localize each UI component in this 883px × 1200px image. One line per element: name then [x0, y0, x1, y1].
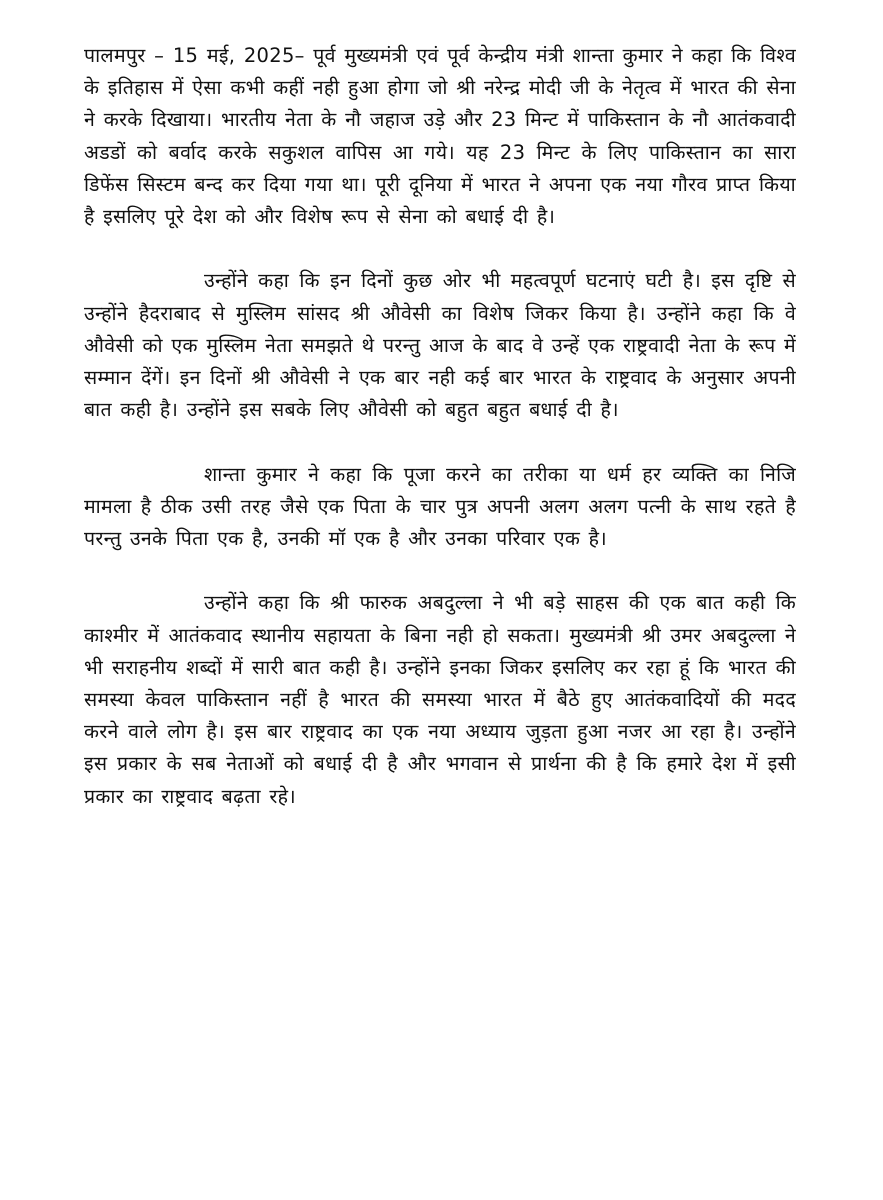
- paragraph-4: उन्होंने कहा कि श्री फारुक अबदुल्ला ने भी बड़े साहस की एक बात कही कि काश्मीर में आतंकवाद स्थानीय सहायता के बिना नही हो सकता। मुख्यमंत्री श्री उमर अबदुल्ला ने भी सराहनीय शब्दों में सारी बात कही है। उन्होंने इनका जिकर इसलिए कर रहा हूं कि भारत की समस्या केवल पाकिस्तान नहीं है भारत की समस्या भारत में बैठे हुए आतंकवादियों की मदद करने वाले लोग है। इस बार राष्ट्रवाद का एक नया अध्याय जुड़ता हुआ नजर आ रहा है। उन्होंने इस प्रकार के सब नेताओं को बधाई दी है और भगवान से प्रार्थना की है कि हमारे देश में इसी प्रकार का राष्ट्रवाद बढ़ता रहे।: [84, 591, 796, 808]
- paragraph-gap: [84, 426, 796, 458]
- paragraph-3: शान्ता कुमार ने कहा कि पूजा करने का तरीका या धर्म हर व्यक्ति का निजि मामला है ठीक उसी तरह जैसे एक पिता के चार पुत्र अपनी अलग अलग पत्नी के साथ रहते है परन्तु उनके पिता एक है, उनकी मॉ एक है और उनका परिवार एक है।: [84, 462, 796, 551]
- paragraph-1: पालमपुर – 15 मई, 2025– पूर्व मुख्यमंत्री एवं पूर्व केन्द्रीय मंत्री शान्ता कुमार ने कहा कि विश्व के इतिहास में ऐसा कभी कहीं नही हुआ होगा जो श्री नरेन्द्र मोदी जी के नेतृत्व में भारत की सेना ने करके दिखाया। भारतीय नेता के नौ जहाज उड़े और 23 मिन्ट में पाकिस्तान के नौ आतंकवादी अडडों को बर्वाद करके सकुशल वापिस आ गये। यह 23 मिन्ट के लिए पाकिस्तान का सारा डिफेंस सिस्टम बन्द कर दिया गया था। पूरी दूनिया में भारत ने अपना एक नया गौरव प्राप्त किया है इसलिए पूरे देश को और विशेष रूप से सेना को बधाई दी है।: [84, 44, 796, 229]
- press-release-body: [84, 40, 796, 813]
- paragraph-gap: [84, 555, 796, 587]
- paragraph-gap: [84, 233, 796, 265]
- paragraph-2: उन्होंने कहा कि इन दिनों कुछ ओर भी महत्वपूर्ण घटनाएं घटी है। इस दृष्टि से उन्होंने हैदराबाद से मुस्लिम सांसद श्री औवेसी का विशेष जिकर किया है। उन्होंने कहा कि वे औवेसी को एक मुस्लिम नेता समझते थे परन्तु आज के बाद वे उन्हें एक राष्ट्रवादी नेता के रूप में सम्मान देंगें। इन दिनों श्री औवेसी ने एक बार नही कई बार भारत के राष्ट्रवाद के अनुसार अपनी बात कही है। उन्होंने इस सबके लिए औवेसी को बहुत बहुत बधाई दी है।: [84, 269, 796, 422]
